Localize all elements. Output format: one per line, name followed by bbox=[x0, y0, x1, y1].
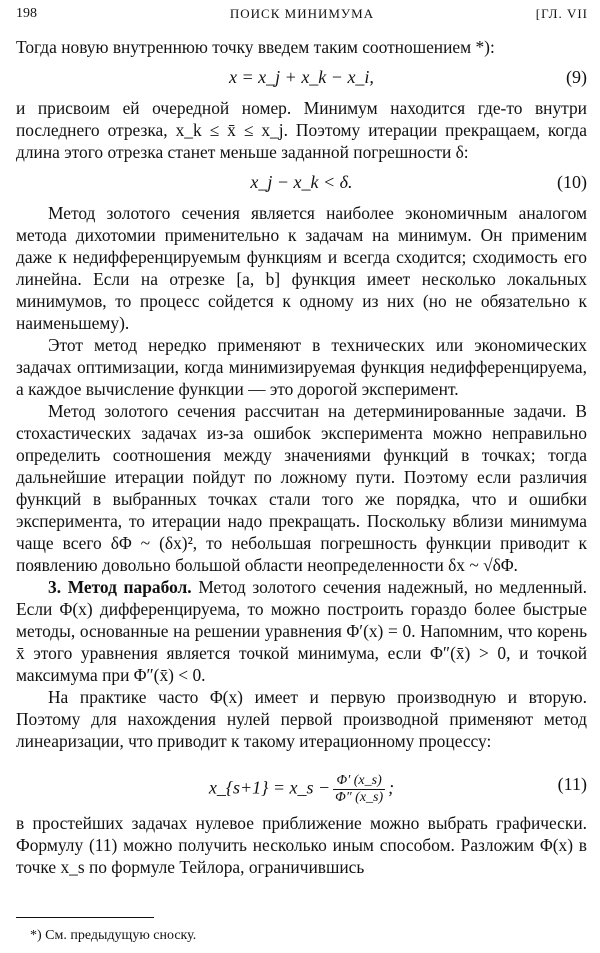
paragraph-5: Метод золотого сечения рассчитан на детерминированные задачи. В стохастических задачах из-за ошибок эксперимента можно неправильно определить соотношения между значениями функций в точках; тогда дальнейшие итерации пойдут по ложному пути. Поэтому если различия функций в выбранных точках стали того же порядка, что и ошибки эксперимента, то итерации надо прекращать. Поскольку вблизи минимума чаще всего δΦ ~ (δx)², то небольшая погрешность функции приводит к появлению довольно большой области неопределенности δx ~ √δΦ. bbox=[16, 401, 587, 575]
equation-9-expression: x = x_j + x_k − x_i, bbox=[229, 67, 374, 87]
equation-9 bbox=[16, 66, 587, 88]
equation-11-expression bbox=[16, 773, 587, 806]
equation-10-number: (10) bbox=[557, 172, 587, 192]
equation-11-denominator: Φ″ (x_s) bbox=[335, 790, 384, 805]
equation-11-numerator: Φ′ (x_s) bbox=[333, 773, 385, 790]
page-number: 198 bbox=[16, 6, 37, 21]
equation-10-expression: x_j − x_k < δ. bbox=[250, 172, 353, 192]
paragraph-3: Метод золотого сечения является наиболее экономичным аналогом метода дихотомии применительно к задачам на минимум. Он применим даже к недифференцируемым функциям и всегда сходится; сходимость его линейна. Если на отрезке [a, b] функция имеет несколько локальных минимумов, то процесс сойдется к одному из них (но не обязательно к наименьшему). bbox=[16, 203, 587, 333]
equation-11-fraction bbox=[333, 773, 385, 806]
equation-10 bbox=[16, 171, 587, 193]
page-header bbox=[16, 6, 588, 26]
equation-11-number: (11) bbox=[557, 774, 587, 794]
paragraph-7: На практике часто Φ(x) имеет и первую производную и вторую. Поэтому для нахождения нулей первой производной применяют метод линеаризации, что приводит к такому итерационному процессу: bbox=[16, 687, 587, 751]
equation-11-left: x_{s+1} = x_s − bbox=[208, 777, 331, 798]
equation-9-number: (9) bbox=[566, 67, 587, 87]
paragraph-8: в простейших задачах нулевое приближение можно выбрать графически. Формулу (11) можно получить несколько иным способом. Разложим Φ(x) в точке x_s по формуле Тейлора, ограничившись bbox=[16, 813, 587, 877]
paragraph-6-text: Метод золотого сечения надежный, но медленный. Если Φ(x) дифференцируема, то можно построить гораздо более быстрые методы, основанные на решении уравнения Φ′(x) = 0. Напомним, что корень x̄ этого уравнения является точкой минимума, если Φ″(x̄) > 0, и точкой максимума при Φ″(x̄) < 0. bbox=[16, 577, 587, 685]
paragraph-2: и присвоим ей очередной номер. Минимум находится где-то внутри последнего отрезка, x_k ≤ x̄ ≤ x_j. Поэтому итерации прекращаем, когда длина этого отрезка станет меньше заданной погрешности δ: bbox=[16, 98, 587, 162]
footnote-rule bbox=[16, 917, 154, 918]
page-body bbox=[16, 36, 587, 878]
paragraph-1: Тогда новую внутреннюю точку введем таким соотношением *): bbox=[16, 37, 495, 57]
footnote: *) См. предыдущую сноску. bbox=[30, 928, 197, 943]
running-title: ПОИСК МИНИМУМА bbox=[229, 6, 375, 21]
paragraph-6 bbox=[16, 576, 587, 686]
section-title: 3. Метод парабол. bbox=[48, 577, 192, 597]
equation-11-end: ; bbox=[388, 777, 395, 798]
equation-11 bbox=[16, 762, 587, 806]
chapter-label: [ГЛ. VII bbox=[535, 6, 588, 21]
paragraph-4: Этот метод нередко применяют в технических или экономических задачах оптимизации, когда минимизируемая функция недифференцируема, а каждое вычисление функции — это дорогой эксперимент. bbox=[16, 335, 587, 399]
